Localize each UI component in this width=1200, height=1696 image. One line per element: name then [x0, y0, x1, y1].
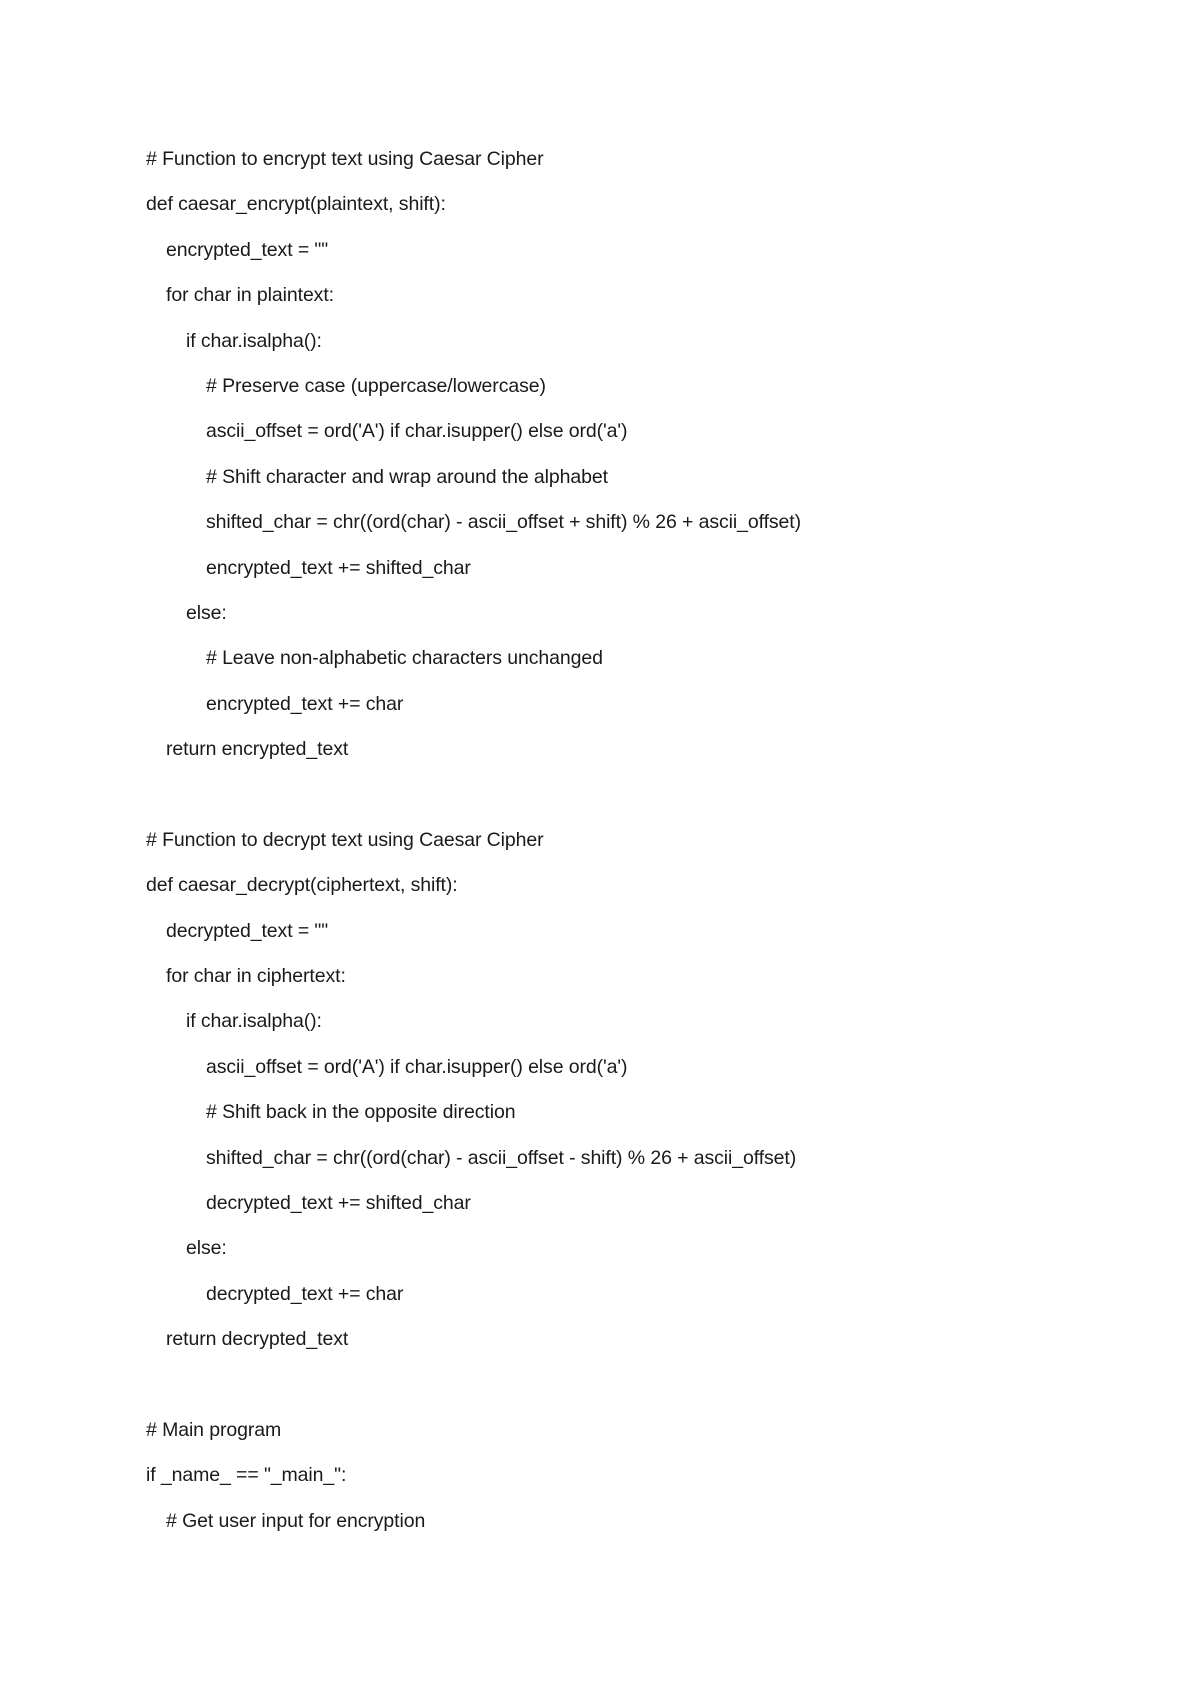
code-line: shifted_char = chr((ord(char) - ascii_offset - shift) % 26 + ascii_offset)	[206, 1146, 797, 1169]
blank-line	[146, 779, 1146, 824]
code-line: for char in plaintext:	[166, 284, 334, 307]
code-line: else:	[186, 1237, 227, 1260]
code-line: # Function to encrypt text using Caesar Cipher	[146, 148, 544, 170]
blank-line	[146, 1370, 1146, 1415]
code-line: return decrypted_text	[166, 1328, 349, 1351]
code-line: shifted_char = chr((ord(char) - ascii_offset + shift) % 26 + ascii_offset)	[206, 511, 802, 534]
code-line: encrypted_text += char	[206, 692, 404, 715]
code-line: return encrypted_text	[166, 738, 349, 761]
code-line: else:	[186, 601, 227, 624]
code-line: decrypted_text += shifted_char	[206, 1191, 471, 1214]
code-line: decrypted_text += char	[206, 1282, 404, 1305]
code-line: # Leave non-alphabetic characters unchanged	[206, 647, 603, 670]
code-line: encrypted_text += shifted_char	[206, 556, 471, 579]
code-listing	[146, 144, 1146, 1551]
code-line: if char.isalpha():	[186, 1010, 322, 1033]
code-line: if _name_ == "_main_":	[146, 1464, 347, 1487]
code-line: # Preserve case (uppercase/lowercase)	[206, 374, 546, 397]
code-line: # Main program	[146, 1418, 282, 1441]
code-line: # Shift character and wrap around the alphabet	[206, 465, 608, 488]
code-line: encrypted_text = ""	[166, 238, 329, 261]
code-line: def caesar_encrypt(plaintext, shift):	[146, 193, 446, 216]
code-line: for char in ciphertext:	[166, 965, 346, 988]
code-line: # Shift back in the opposite direction	[206, 1101, 516, 1124]
code-line: # Function to decrypt text using Caesar Cipher	[146, 828, 544, 851]
code-line: def caesar_decrypt(ciphertext, shift):	[146, 874, 458, 897]
code-line: ascii_offset = ord('A') if char.isupper() else ord('a')	[206, 1055, 628, 1078]
code-line: # Get user input for encryption	[166, 1509, 426, 1532]
code-line: decrypted_text = ""	[166, 919, 329, 942]
code-line: ascii_offset = ord('A') if char.isupper() else ord('a')	[206, 420, 628, 443]
code-line: if char.isalpha():	[186, 329, 322, 352]
